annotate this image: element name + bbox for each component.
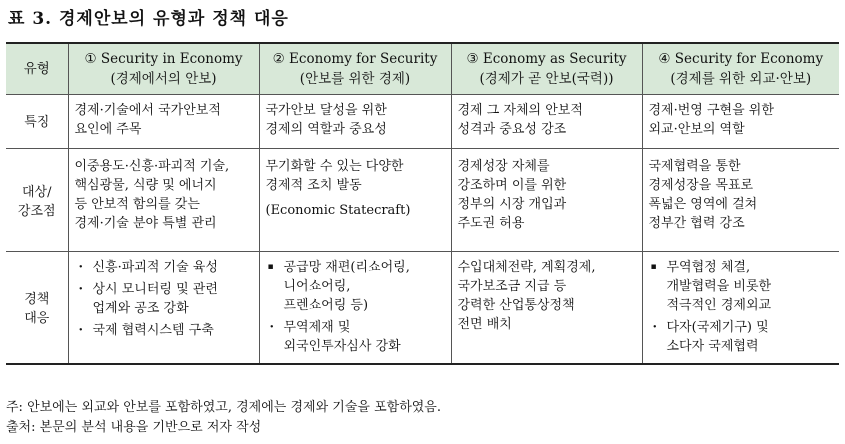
cell-line: 정부의 시장 개입과 [457, 197, 567, 212]
cell-line: 경제 그 자체의 안보적 [457, 103, 583, 118]
row-label-line: 대상/ [22, 185, 52, 200]
policy-cell-3 [451, 252, 642, 365]
cell-line: 경제·번영 구현을 위한 [648, 103, 774, 118]
row-label-feature: 특징 [6, 95, 68, 149]
cell-line: 강조하며 이를 위한 [457, 178, 567, 193]
row-label-policy [6, 252, 68, 365]
table-header-row [6, 43, 839, 95]
policy-cell-4 [642, 252, 839, 365]
list-item-line: 업계와 공조 강화 [92, 301, 189, 316]
target-cell-1 [68, 149, 259, 252]
table-title: 표 3. 경제안보의 유형과 정책 대응 [8, 9, 289, 29]
list-item-line: 니어쇼어링, [283, 279, 351, 294]
cell-line: 성격과 중요성 강조 [457, 122, 567, 137]
list-item [649, 258, 834, 315]
list-item-line: ▪ 공급망 재편(리쇼어링, [283, 260, 410, 275]
cell-line: 경제성장 자체를 [457, 159, 550, 174]
policy-cell-1 [68, 252, 259, 365]
list-item-line: · 무역제재 및 [283, 320, 351, 335]
policy-list-4 [649, 258, 834, 356]
row-label-line: 경책 [24, 291, 50, 307]
policy-list-1 [75, 258, 253, 340]
cell-line: 폭넓은 영역에 걸쳐 [648, 197, 758, 212]
list-item [266, 318, 445, 356]
header-col-2-subtitle: (안보를 위한 경제) [299, 71, 411, 87]
table-notes [6, 398, 441, 438]
list-item [75, 280, 253, 318]
table-row-feature [6, 95, 839, 149]
feature-cell-1 [68, 95, 259, 149]
target-cell-3 [451, 149, 642, 252]
feature-cell-3 [451, 95, 642, 149]
cell-line: 국가보조금 지급 등 [457, 279, 567, 294]
cell-line: 정부간 협력 강조 [648, 216, 745, 231]
list-item [649, 318, 834, 356]
target-cell-2 [259, 149, 451, 252]
list-item: · 신흥·파괴적 기술 육성 [75, 258, 253, 277]
list-item-line: · 다자(국제기구) 및 [666, 320, 769, 335]
cell-line: 이중용도·신흥·파괴적 기술, [74, 159, 230, 174]
list-item-line: 개발협력을 비롯한 [666, 279, 772, 294]
table-row-target [6, 149, 839, 252]
header-col-2 [259, 43, 451, 95]
cell-line: 등 안보적 함의를 갖는 [74, 197, 200, 212]
feature-cell-4 [642, 95, 839, 149]
note-text: 주: 안보에는 외교와 안보를 포함하였고, 경제에는 경제와 기술을 포함하였음. [6, 400, 442, 415]
table-row-policy [6, 252, 839, 365]
cell-line: 무기화할 수 있는 다양한 [265, 159, 404, 174]
policy-table-container [6, 42, 839, 365]
list-item-line: 프렌쇼어링 등) [283, 298, 369, 313]
cell-line: 수입대체전략, 계획경제, [457, 260, 596, 275]
header-col-1 [68, 43, 259, 95]
list-item [266, 258, 445, 315]
source-text: 출처: 본문의 분석 내용을 기반으로 저자 작성 [6, 420, 262, 435]
row-label-line: 대응 [24, 310, 50, 326]
list-item: · 국제 협력시스템 구축 [75, 321, 253, 340]
list-item-line: ▪ 무역협정 체결, [666, 260, 751, 275]
policy-list-2 [266, 258, 445, 356]
list-item-line: · 상시 모니터링 및 관련 [92, 282, 218, 297]
list-item-line: 외국인투자심사 강화 [283, 339, 401, 354]
row-label-line: 강조점 [17, 204, 56, 219]
header-col-3-subtitle: (경제가 곧 안보(국력)) [479, 71, 614, 87]
header-col-3 [451, 43, 642, 95]
cell-line: 강력한 산업통상정책 [457, 298, 575, 313]
cell-line: 경제적 조치 발동 [265, 178, 362, 193]
header-col-2-name: ② Economy for Security [272, 51, 438, 67]
header-col-4-subtitle: (경제를 위한 외교·안보) [670, 71, 812, 87]
cell-line: 국제협력을 통한 [648, 159, 741, 174]
list-item-line: 소다자 국제협력 [666, 339, 759, 354]
cell-line: 요인에 주목 [74, 122, 142, 137]
cell-line: 경제·기술 분야 특별 관리 [74, 216, 217, 231]
header-col-3-name: ③ Economy as Security [466, 51, 627, 67]
cell-line: 전면 배치 [457, 317, 512, 332]
cell-line: 외교·안보의 역할 [648, 122, 745, 137]
policy-cell-2 [259, 252, 451, 365]
list-item-line: 적극적인 경제외교 [666, 298, 772, 313]
target-cell-4 [642, 149, 839, 252]
cell-line: (Economic Statecraft) [265, 203, 411, 218]
header-corner: 유형 [6, 43, 68, 95]
header-col-1-subtitle: (경제에서의 안보) [110, 71, 217, 87]
cell-line: 핵심광물, 식량 및 에너지 [74, 178, 217, 193]
header-col-4-name: ④ Security for Economy [658, 51, 824, 67]
header-col-4 [642, 43, 839, 95]
cell-line: 국가안보 달성을 위한 [265, 103, 387, 118]
row-label-target [6, 149, 68, 252]
cell-line: 주도권 허용 [457, 216, 525, 231]
cell-line: 경제의 역할과 중요성 [265, 122, 387, 137]
feature-cell-2 [259, 95, 451, 149]
cell-line: 경제성장을 목표로 [648, 178, 754, 193]
cell-line: 경제·기술에서 국가안보적 [74, 103, 221, 118]
header-col-1-name: ① Security in Economy [84, 51, 243, 67]
policy-table [6, 42, 839, 365]
